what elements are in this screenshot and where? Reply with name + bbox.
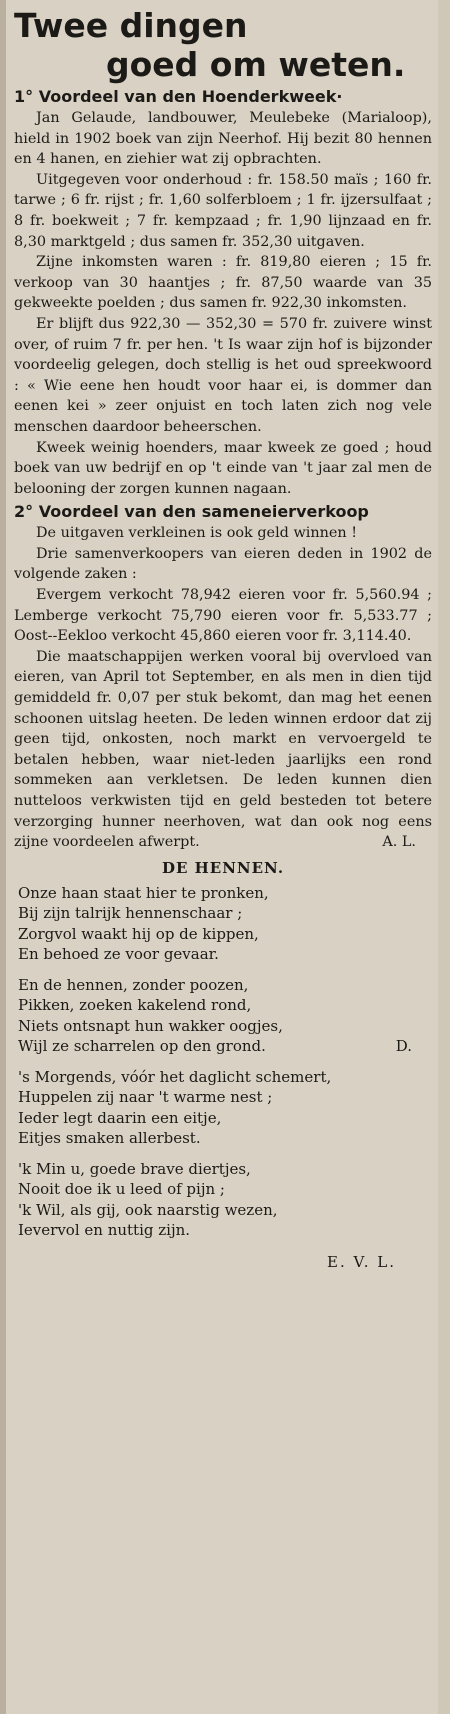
poem-verse-text: Wijl ze scharrelen op den grond. <box>18 1037 266 1056</box>
section-1-paragraph-5: Kweek weinig hoenders, maar kweek ze goed ; houd boek van uw bedrijf en op 't einde van 't jaar zal men de belooning der zorgen kunnen nagaan. <box>14 439 432 497</box>
poem-verse: Niets ontsnapt hun wakker oogjes, <box>18 1016 283 1035</box>
poem-verse: Ieder legt daarin een eitje, <box>18 1108 222 1127</box>
section-2-paragraph-1: De uitgaven verkleinen is ook geld winnen ! <box>36 525 358 542</box>
section-2-title: 2° Voordeel van den sameneierverkoop <box>14 502 369 522</box>
paragraph-text: Jan Gelaude, landbouwer, Meulebeke (Marialoop), hield in 1902 boek van zijn Neerhof. Hij bezit 80 hennen en 4 hanen, en ziehier wat zij opbrachten. <box>14 110 432 168</box>
paragraph-text: Die maatschappijen werken vooral bij overvloed van eieren, van April tot September, en als men in dien tijd gemiddeld fr. 0,07 per stuk bekomt, dan mag het eenen schoonen uitslag heeten. De leden winnen erdoor dat zij geen tijd, onkosten, noch markt en vervoergeld te betalen hebben, waar niet-leden jaarlijks een rond sommeken aan verkletsen. De leden kunnen dien nutteloos verkwisten tijd en geld besteden tot betere verzorging hunner neerhoven, wat dan ook nog eens zijne voordeelen afwerpt. <box>14 648 432 851</box>
page-left-edge <box>0 0 6 1714</box>
poem-verse: En behoed ze voor gevaar. <box>18 945 219 964</box>
section-2-paragraph-2: Drie samenverkoopers van eieren deden in 1902 de volgende zaken : <box>14 545 432 583</box>
section-1-paragraph-2: Uitgegeven voor onderhoud : fr. 158.50 maïs ; 160 fr. tarwe ; 6 fr. rijst ; fr. 1,60 solferbloem ; 1 fr. ijzersulfaat ; 8 fr. boekweit ; 7 fr. kempzaad ; fr. 1,90 lijnzaad en fr. 8,30 marktgeld ; dus samen fr. 352,30 uitgaven. <box>14 171 432 250</box>
headline-line-2: goed om weten. <box>106 45 406 84</box>
section-2-signature: A. L. <box>382 834 416 851</box>
poem-verse: 's Morgends, vóór het daglicht schemert, <box>18 1067 332 1086</box>
poem-verse: Zorgvol waakt hij op de kippen, <box>18 924 259 943</box>
poem-verse: Bij zijn talrijk hennenschaar ; <box>18 904 243 923</box>
poem-verse-with-signature <box>18 1036 432 1057</box>
poem-verse: 'k Min u, goede brave diertjes, <box>18 1159 251 1178</box>
poem-verse: Onze haan staat hier te pronken, <box>18 883 269 902</box>
poem-verse: Eitjes smaken allerbest. <box>18 1129 201 1148</box>
headline-line-1: Twee dingen <box>14 6 248 45</box>
poem-stanza-1 <box>18 883 432 965</box>
poem-verse: En de hennen, zonder poozen, <box>18 975 249 994</box>
poem-verse: Pikken, zoeken kakelend rond, <box>18 996 252 1015</box>
headline <box>14 6 432 84</box>
section-2-paragraph-3: Evergem verkocht 78,942 eieren voor fr. 5,560.94 ; Lemberge verkocht 75,790 eieren voor fr. 5,533.77 ; Oost--Eekloo verkocht 45,860 eieren voor fr. 3,114.40. <box>14 587 432 645</box>
poem-verse: Ievervol en nuttig zijn. <box>18 1221 191 1240</box>
poem-stanza-3 <box>18 1067 432 1149</box>
section-2-paragraph-4 <box>14 647 432 853</box>
section-1-paragraph-4: Er blijft dus 922,30 — 352,30 = 570 fr. zuivere winst over, of ruim 7 fr. per hen. 't Is waar zijn hof is bijzonder voordeelig gelegen, doch stellig is het oud spreekwoord : « Wie eene hen houdt voor haar ei, is dommer dan eenen kei » zeer onjuist en toch laten zich nog vele menschen daardoor beheerschen. <box>14 315 432 435</box>
poem-verse: Nooit doe ik u leed of pijn ; <box>18 1180 225 1199</box>
newspaper-column <box>14 6 432 1708</box>
section-1-paragraph-1 <box>14 108 432 170</box>
poem-stanza-2 <box>18 975 432 1057</box>
poem-stanza-4 <box>18 1159 432 1241</box>
poem-verse: Huppelen zij naar 't warme nest ; <box>18 1088 273 1107</box>
page-right-edge <box>438 0 450 1714</box>
poem-verse: 'k Wil, als gij, ook naarstig wezen, <box>18 1200 278 1219</box>
poem-title: DE HENNEN. <box>161 858 285 877</box>
section-1-title: 1° Voordeel van den Hoenderkweek· <box>14 87 343 106</box>
stanza-2-signature: D. <box>395 1037 412 1056</box>
section-1-paragraph-3: Zijne inkomsten waren : fr. 819,80 eieren ; 15 fr. verkoop van 30 haantjes ; fr. 87,50 waarde van 35 gekweekte poelden ; dus samen fr. 922,30 inkomsten. <box>14 254 432 312</box>
poem-signature: E. V. L. <box>327 1252 396 1271</box>
